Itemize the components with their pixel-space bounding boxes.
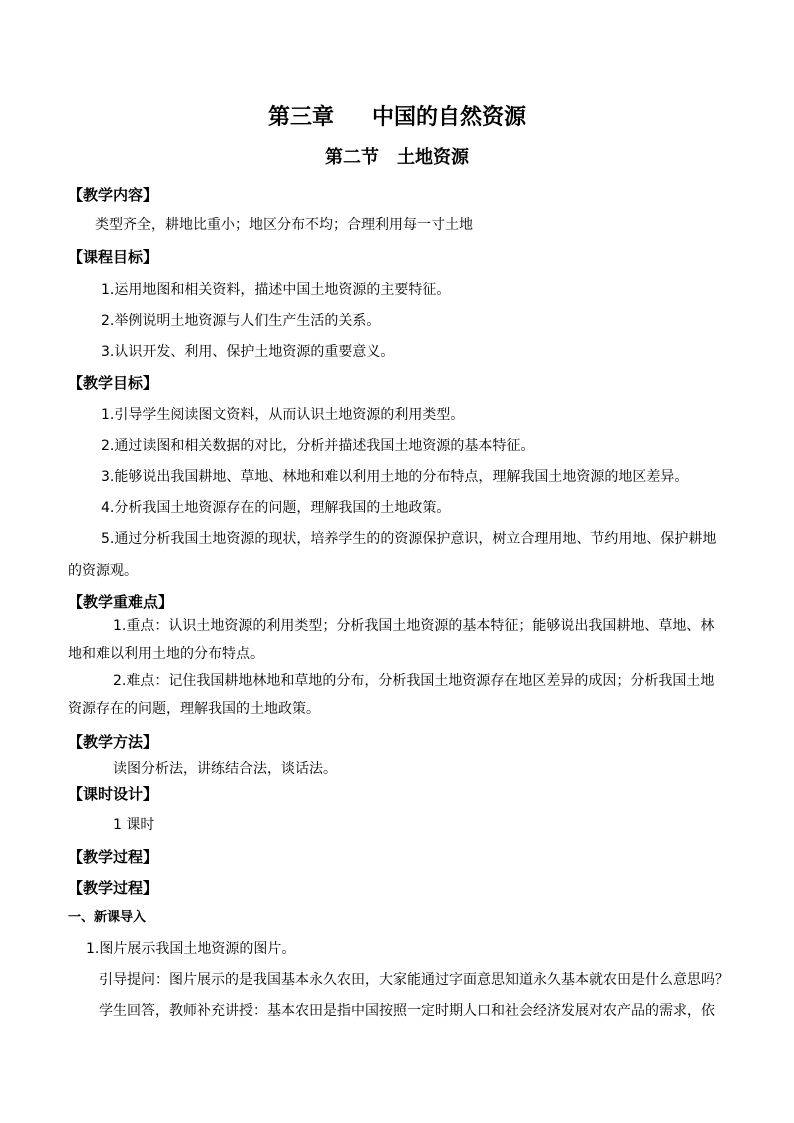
lesson-title bbox=[0, 146, 794, 170]
course-goal-item: 2.举例说明土地资源与人们生产生活的关系。 bbox=[101, 313, 381, 329]
chapter-title bbox=[0, 103, 794, 131]
course-goal-item: 3.认识开发、利用、保护土地资源的重要意义。 bbox=[101, 344, 395, 360]
chapter-name: 中国的自然资源 bbox=[372, 104, 527, 130]
section-heading-schedule: 【课时设计】 bbox=[68, 785, 159, 803]
section-heading-process: 【教学过程】 bbox=[68, 848, 159, 866]
section-heading-course-goals: 【课程目标】 bbox=[68, 248, 159, 266]
section-heading-content: 【教学内容】 bbox=[68, 186, 159, 204]
key-point-line: 2.难点：记住我国耕地林地和草地的分布，分析我国土地资源存在地区差异的成因；分析我国土地 bbox=[113, 673, 715, 689]
chapter-number: 第三章 bbox=[267, 104, 334, 130]
section-heading-methods: 【教学方法】 bbox=[68, 733, 159, 751]
intro-line: 学生回答，教师补充讲授：基本农田是指中国按照一定时期人口和社会经济发展对农产品的需求，依 bbox=[99, 1003, 715, 1019]
key-point-line: 地和难以利用土地的分布特点。 bbox=[68, 646, 264, 662]
key-point-line: 资源存在的问题，理解我国的土地政策。 bbox=[68, 701, 320, 717]
section-heading-process: 【教学过程】 bbox=[68, 879, 159, 897]
methods-text: 读图分析法，讲练结合法，谈话法。 bbox=[113, 761, 337, 777]
teaching-goal-item: 5.通过分析我国土地资源的现状，培养学生的的资源保护意识，树立合理用地、节约用地、保护耕地 bbox=[101, 531, 717, 547]
schedule-text: 1 课时 bbox=[113, 817, 155, 833]
teaching-goal-item: 4.分析我国土地资源存在的问题，理解我国的土地政策。 bbox=[101, 500, 451, 516]
content-text: 类型齐全，耕地比重小；地区分布不均；合理利用每一寸土地 bbox=[95, 217, 473, 233]
lesson-name: 土地资源 bbox=[397, 147, 469, 168]
lesson-number: 第二节 bbox=[325, 147, 379, 168]
intro-heading: 一、新课导入 bbox=[68, 910, 147, 925]
teaching-goal-item: 2.通过读图和相关数据的对比，分析并描述我国土地资源的基本特征。 bbox=[101, 438, 535, 454]
teaching-goal-item: 1.引导学生阅读图文资料，从而认识土地资源的利用类型。 bbox=[101, 407, 465, 423]
key-point-line: 1.重点：认识土地资源的利用类型；分析我国土地资源的基本特征；能够说出我国耕地、草地、林 bbox=[113, 618, 715, 634]
intro-line: 1.图片展示我国土地资源的图片。 bbox=[86, 941, 296, 957]
section-heading-teaching-goals: 【教学目标】 bbox=[68, 374, 159, 392]
teaching-goal-item: 3.能够说出我国耕地、草地、林地和难以利用土地的分布特点，理解我国土地资源的地区差异。 bbox=[101, 469, 689, 485]
section-heading-key-points: 【教学重难点】 bbox=[68, 593, 174, 611]
teaching-goal-item-continued: 的资源观。 bbox=[68, 563, 138, 579]
intro-line: 引导提问：图片展示的是我国基本永久农田，大家能通过字面意思知道永久基本就农田是什么意思吗？ bbox=[99, 972, 729, 988]
course-goal-item: 1.运用地图和相关资料，描述中国土地资源的主要特征。 bbox=[101, 282, 451, 298]
